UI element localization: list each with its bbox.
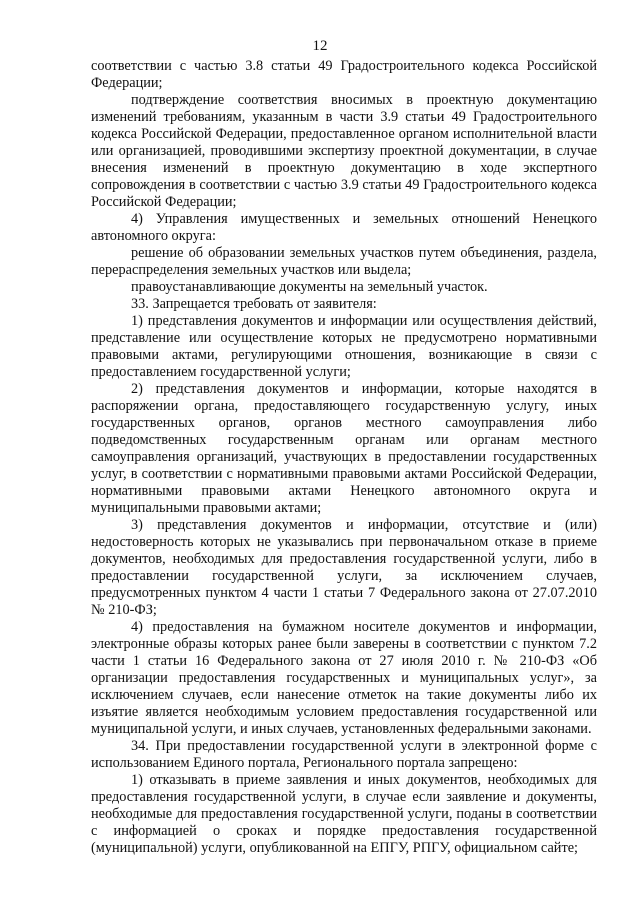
paragraph-8: 2) представления документов и информации, которые находятся в распоряжении органа, предоставляющего государственную услугу, иных государственных органов, органов местного самоуправления либо подведомственных государственным органам или органам местного самоуправления организаций, участвующих в предоставлении государственных услуг, в соответствии с нормативными правовыми актами Российской Федерации, нормативными правовыми актами Ненецкого автономного округа и муниципальными правовыми актами; xyxy=(91,381,597,516)
page-number: 12 xyxy=(312,38,328,54)
paragraph-1: соответствии с частью 3.8 статьи 49 Градостроительного кодекса Российской Федерации; xyxy=(91,58,597,91)
paragraph-5: правоустанавливающие документы на земельный участок. xyxy=(131,279,488,295)
paragraph-12: 1) отказывать в приеме заявления и иных документов, необходимых для предоставления государственной услуги, в случае если заявление и документы, необходимые для предоставления государственной услуги, поданы в соответствии с информацией о сроках и порядке предоставления государственной (муниципальной) услуги, опубликованной на ЕПГУ, РПГУ, официальном сайте; xyxy=(91,772,597,856)
paragraph-2: подтверждение соответствия вносимых в проектную документацию изменений требованиям, указанным в части 3.9 статьи 49 Градостроительного кодекса Российской Федерации, предоставленное органом исполнительной власти или организацией, проводившими экспертизу проектной документации, в случае внесения изменений в проектную документацию в ходе экспертного сопровождения в соответствии с частью 3.9 статьи 49 Градостроительного кодекса Российской Федерации; xyxy=(91,92,597,210)
paragraph-9: 3) представления документов и информации, отсутствие и (или) недостоверность которых не указывались при первоначальном отказе в приеме документов, необходимых для предоставления государственной услуги, либо в предоставлении государственной услуги, за исключением случаев, предусмотренных пунктом 4 части 1 статьи 7 Федерального закона от 27.07.2010 № 210-ФЗ; xyxy=(91,517,597,618)
document-body xyxy=(91,58,597,857)
paragraph-6: 33. Запрещается требовать от заявителя: xyxy=(131,296,377,312)
paragraph-7: 1) представления документов и информации или осуществления действий, представление или осуществление которых не предусмотрено нормативными правовыми актами, регулирующими отношения, возникающие в связи с предоставлением государственной услуги; xyxy=(91,313,597,380)
paragraph-10: 4) предоставления на бумажном носителе документов и информации, электронные образы которых ранее были заверены в соответствии с пунктом 7.2 части 1 статьи 16 Федерального закона от 27 июля 2010 г. № 210-ФЗ «Об организации предоставления государственных и муниципальных услуг», за исключением случаев, если нанесение отметок на такие документы либо их изъятие является необходимым условием предоставления государственной или муниципальной услуги, и иных случаев, установленных федеральными законами. xyxy=(91,619,597,737)
paragraph-4: решение об образовании земельных участков путем объединения, раздела, перераспределения земельных участков или выдела; xyxy=(91,245,597,278)
paragraph-11: 34. При предоставлении государственной услуги в электронной форме с использованием Единого портала, Регионального портала запрещено: xyxy=(91,738,597,771)
paragraph-3: 4) Управления имущественных и земельных отношений Ненецкого автономного округа: xyxy=(91,211,597,244)
